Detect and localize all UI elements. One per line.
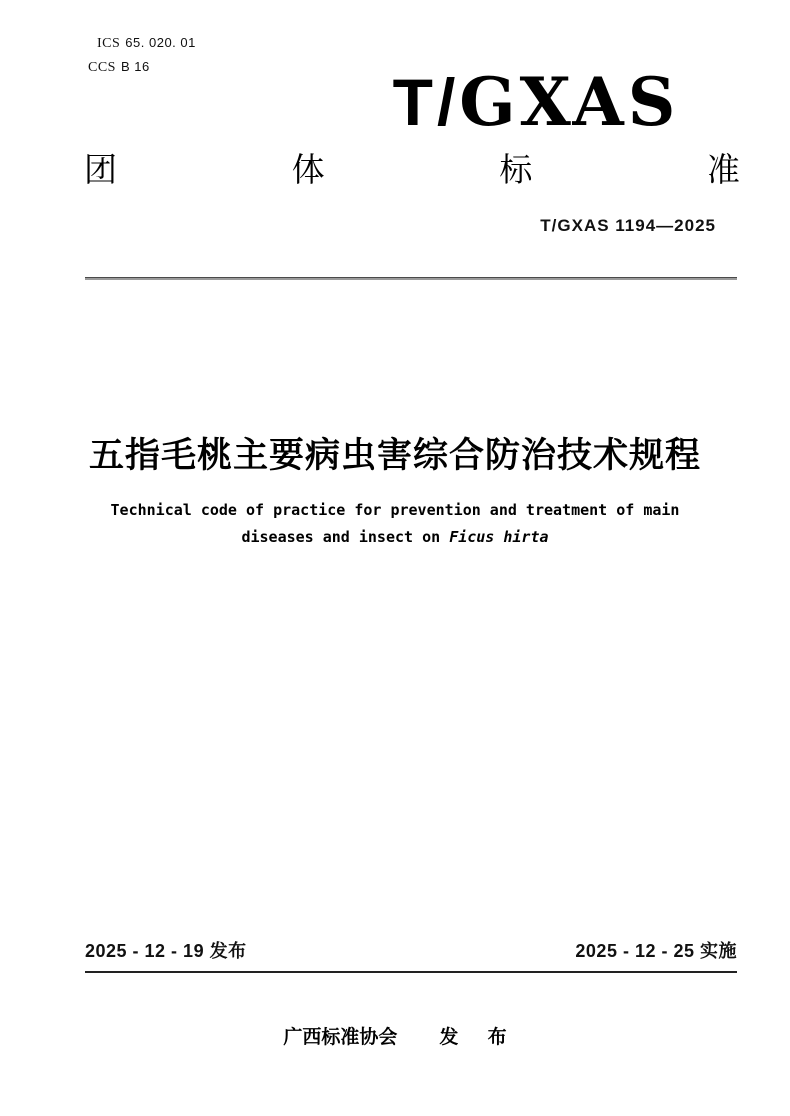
footer-divider — [85, 971, 737, 973]
publisher-line — [0, 1022, 790, 1049]
ccs-label: CCS — [88, 60, 116, 75]
dates-row — [85, 937, 737, 963]
ccs-value: B 16 — [120, 59, 150, 74]
ics-label: ICS — [97, 36, 121, 51]
implementation-date: 2025 - 12 - 25 实施 — [575, 941, 737, 961]
document-title-chinese: 五指毛桃主要病虫害综合防治技术规程 — [88, 436, 701, 475]
issue-date: 2025 - 12 - 19 发布 — [85, 941, 247, 961]
type-char: 标 — [499, 151, 533, 188]
type-char: 团 — [84, 151, 117, 188]
standard-body-logo: T/GXAS — [392, 63, 680, 141]
type-char: 准 — [706, 151, 740, 188]
header-divider — [85, 277, 737, 280]
ccs-code-line — [88, 56, 196, 79]
publish-label: 发 布 — [439, 1027, 519, 1048]
ics-code-line — [88, 32, 196, 55]
species-name-italic: Ficus hirta — [449, 528, 549, 546]
classification-codes — [88, 32, 196, 79]
english-title-line2 — [0, 524, 790, 551]
standard-number: T/GXAS 1194—2025 — [540, 216, 716, 235]
english-title-line2-text: diseases and insect on — [241, 528, 450, 546]
type-char: 体 — [291, 151, 325, 188]
document-title-english — [0, 497, 790, 551]
publisher-org: 广西标准协会 — [283, 1027, 398, 1048]
standard-type-title — [84, 148, 740, 192]
english-title-line1: Technical code of practice for prevention and treatment of main — [110, 501, 680, 519]
ics-value: 65. 020. 01 — [125, 35, 196, 50]
